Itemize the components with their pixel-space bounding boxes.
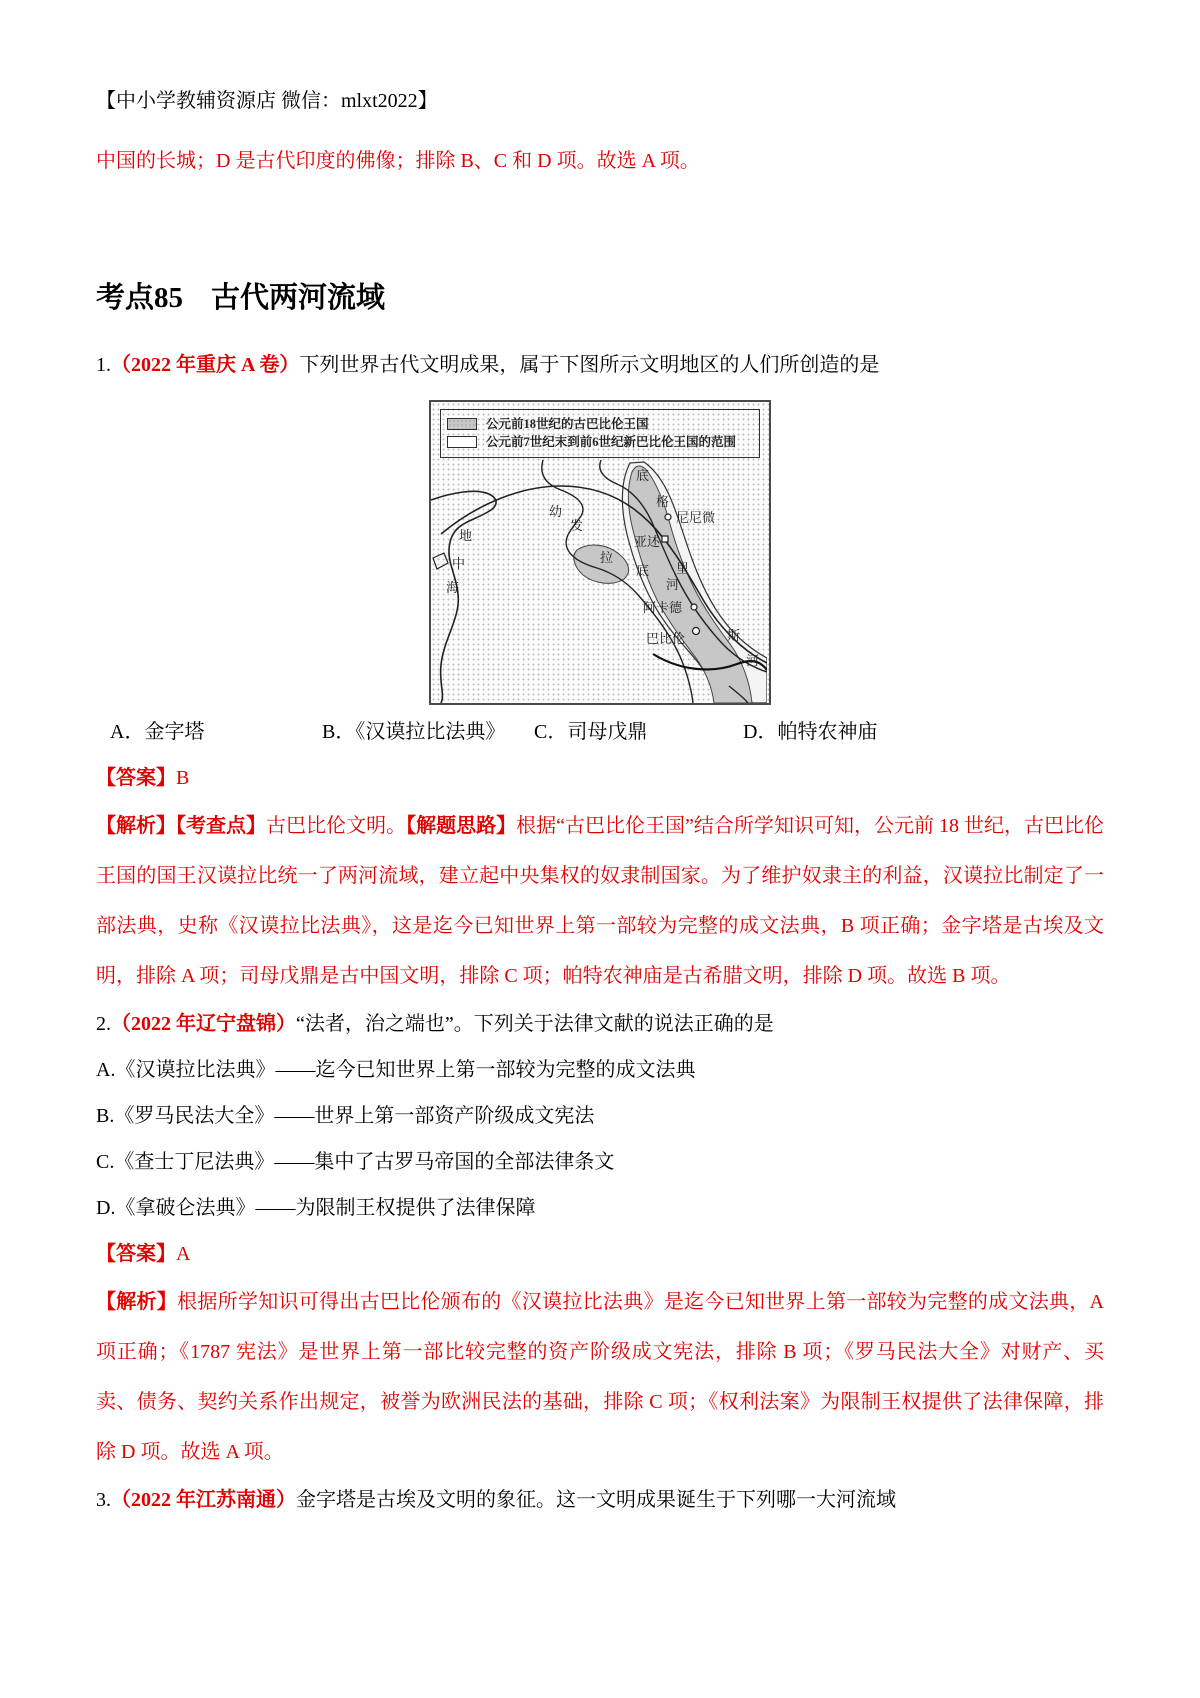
question-2-stem: “法者，治之端也”。下列关于法律文献的说法正确的是: [296, 1013, 774, 1035]
answer-1-value: B: [176, 767, 190, 789]
legend-swatch-new-babylon: [447, 436, 477, 448]
legend-swatch-old-babylon: [447, 418, 477, 430]
question-1-option-d: D．帕特农神庙: [743, 721, 878, 743]
map-canvas: [431, 460, 767, 703]
euphrates-label-char: 底: [636, 563, 650, 578]
sea-label-char: 海: [446, 580, 460, 595]
question-2-option-c: C.《查士丁尼法典》——集中了古罗马帝国的全部法律条文: [96, 1151, 615, 1173]
legend-label-new-babylon: 公元前7世纪末到前6世纪新巴比伦王国的范围: [486, 435, 737, 449]
tigris-label-char: 斯: [727, 628, 741, 643]
euphrates-label-char: 河: [666, 577, 680, 592]
tigris-label-char: 里: [676, 561, 690, 576]
question-1-option-a: A．金字塔: [110, 721, 205, 743]
city-marker-babylon: [693, 628, 700, 635]
cyprus-island: [433, 553, 448, 569]
question-2-line: [96, 1001, 1104, 1047]
question-3-stem: 金字塔是古埃及文明的象征。这一文明成果诞生于下列哪一大河流域: [296, 1489, 896, 1511]
question-3-source: （2022 年江苏南通）: [111, 1489, 296, 1511]
question-3-number: 3.: [96, 1489, 111, 1511]
answer-2-tag: 【答案】: [96, 1243, 176, 1265]
question-1-number: 1.: [96, 354, 111, 376]
sea-label-char: 地: [459, 528, 473, 543]
answer-2-line: [96, 1231, 1104, 1277]
question-2-option-d: D.《拿破仑法典》——为限制王权提供了法律保障: [96, 1197, 536, 1219]
mesopotamia-map-figure: [429, 400, 771, 705]
mediterranean-coastline: [431, 491, 496, 703]
question-1-option-b: B．《汉谟拉比法典》: [322, 721, 506, 743]
euphrates-label-char: 拉: [600, 550, 614, 565]
question-2-option-b: B.《罗马民法大全》——世界上第一部资产阶级成文宪法: [96, 1105, 595, 1127]
analysis-2: [96, 1277, 1104, 1477]
answer-1-line: [96, 755, 1104, 801]
tigris-label-char: 格: [656, 494, 670, 509]
section-heading-number: 考点85: [96, 282, 184, 314]
analysis-1-text: 根据“古巴比伦王国”结合所学知识可知，公元前 18 世纪，古巴比伦王国的国王汉谟拉比统一了两河流域，建立起中央集权的奴隶制国家。为了维护奴隶主的利益，汉谟拉比制定了一部法典，史称《汉谟拉比法典》，这是迄今已知世界上第一部较为完整的成文法典，B 项正确；金字塔是古埃及文明，排除 A 项；司母戊鼎是古中国文明，排除 C 项；帕特农神庙是古希腊文明，排除 D 项。故选 B 项。: [96, 815, 1105, 987]
question-1-line: [96, 342, 1104, 388]
question-2-option-a: A.《汉谟拉比法典》——迄今已知世界上第一部较为完整的成文法典: [96, 1059, 696, 1081]
analysis-1: [96, 801, 1104, 1001]
question-1-source: （2022 年重庆 A 卷）: [111, 354, 300, 376]
city-marker-nineveh: [665, 514, 671, 520]
euphrates-label-char: 幼: [549, 504, 563, 519]
legend-row-old-babylon: [447, 416, 753, 432]
analysis-2-tag: 【解析】: [96, 1291, 178, 1313]
question-2-number: 2.: [96, 1013, 111, 1035]
question-2-source: （2022 年辽宁盘锦）: [111, 1013, 296, 1035]
city-marker-ashur: [662, 536, 668, 542]
tigris-label-char: 底: [636, 468, 650, 483]
euphrates-label-char: 发: [570, 518, 584, 533]
analysis-1-approach-tag: 【解题思路】: [406, 815, 517, 837]
analysis-1-tag: 【解析】【考查点】: [96, 815, 267, 837]
section-heading-title: 古代两河流域: [211, 282, 386, 314]
analysis-2-text: 根据所学知识可得出古巴比伦颁布的《汉谟拉比法典》是迄今已知世界上第一部较为完整的成文法典，A 项正确；《1787 宪法》是世界上第一部比较完整的资产阶级成文宪法，排除 B 项；《罗马民法大全》对财产、买卖、债务、契约关系作出规定，被誉为欧洲民法的基础，排除 C 项；《权利法案》为限制王权提供了法律保障，排除 D 项。故选 A 项。: [96, 1291, 1104, 1463]
answer-2-value: A: [176, 1243, 191, 1265]
city-label-ashur: 亚述: [634, 534, 661, 549]
question-1-option-c: C．司母戊鼎: [534, 721, 648, 743]
legend-label-old-babylon: 公元前18世纪的古巴比伦王国: [486, 417, 649, 431]
tigris-label-char: 河: [746, 653, 760, 668]
question-1-options: [96, 709, 1104, 755]
map-legend: [440, 409, 760, 458]
carryover-answer-text: 中国的长城；D 是古代印度的佛像；排除 B、C 和 D 项。故选 A 项。: [96, 150, 700, 172]
question-1-stem: 下列世界古代文明成果，属于下图所示文明地区的人们所创造的是: [299, 354, 880, 376]
answer-1-tag: 【答案】: [96, 767, 176, 789]
store-watermark: 【中小学教辅资源店 微信：mlxt2022】: [96, 90, 438, 112]
city-label-babylon: 巴比伦: [646, 631, 686, 646]
city-label-akkad: 阿卡德: [643, 600, 683, 615]
city-label-nineveh: 尼尼微: [676, 510, 716, 525]
sea-label-char: 中: [452, 556, 466, 571]
legend-row-new-babylon: [447, 434, 753, 450]
city-marker-akkad: [691, 604, 697, 610]
analysis-1-focus: 古巴比伦文明。: [266, 815, 407, 837]
question-3-line: [96, 1477, 1104, 1523]
section-heading: [96, 276, 1104, 320]
